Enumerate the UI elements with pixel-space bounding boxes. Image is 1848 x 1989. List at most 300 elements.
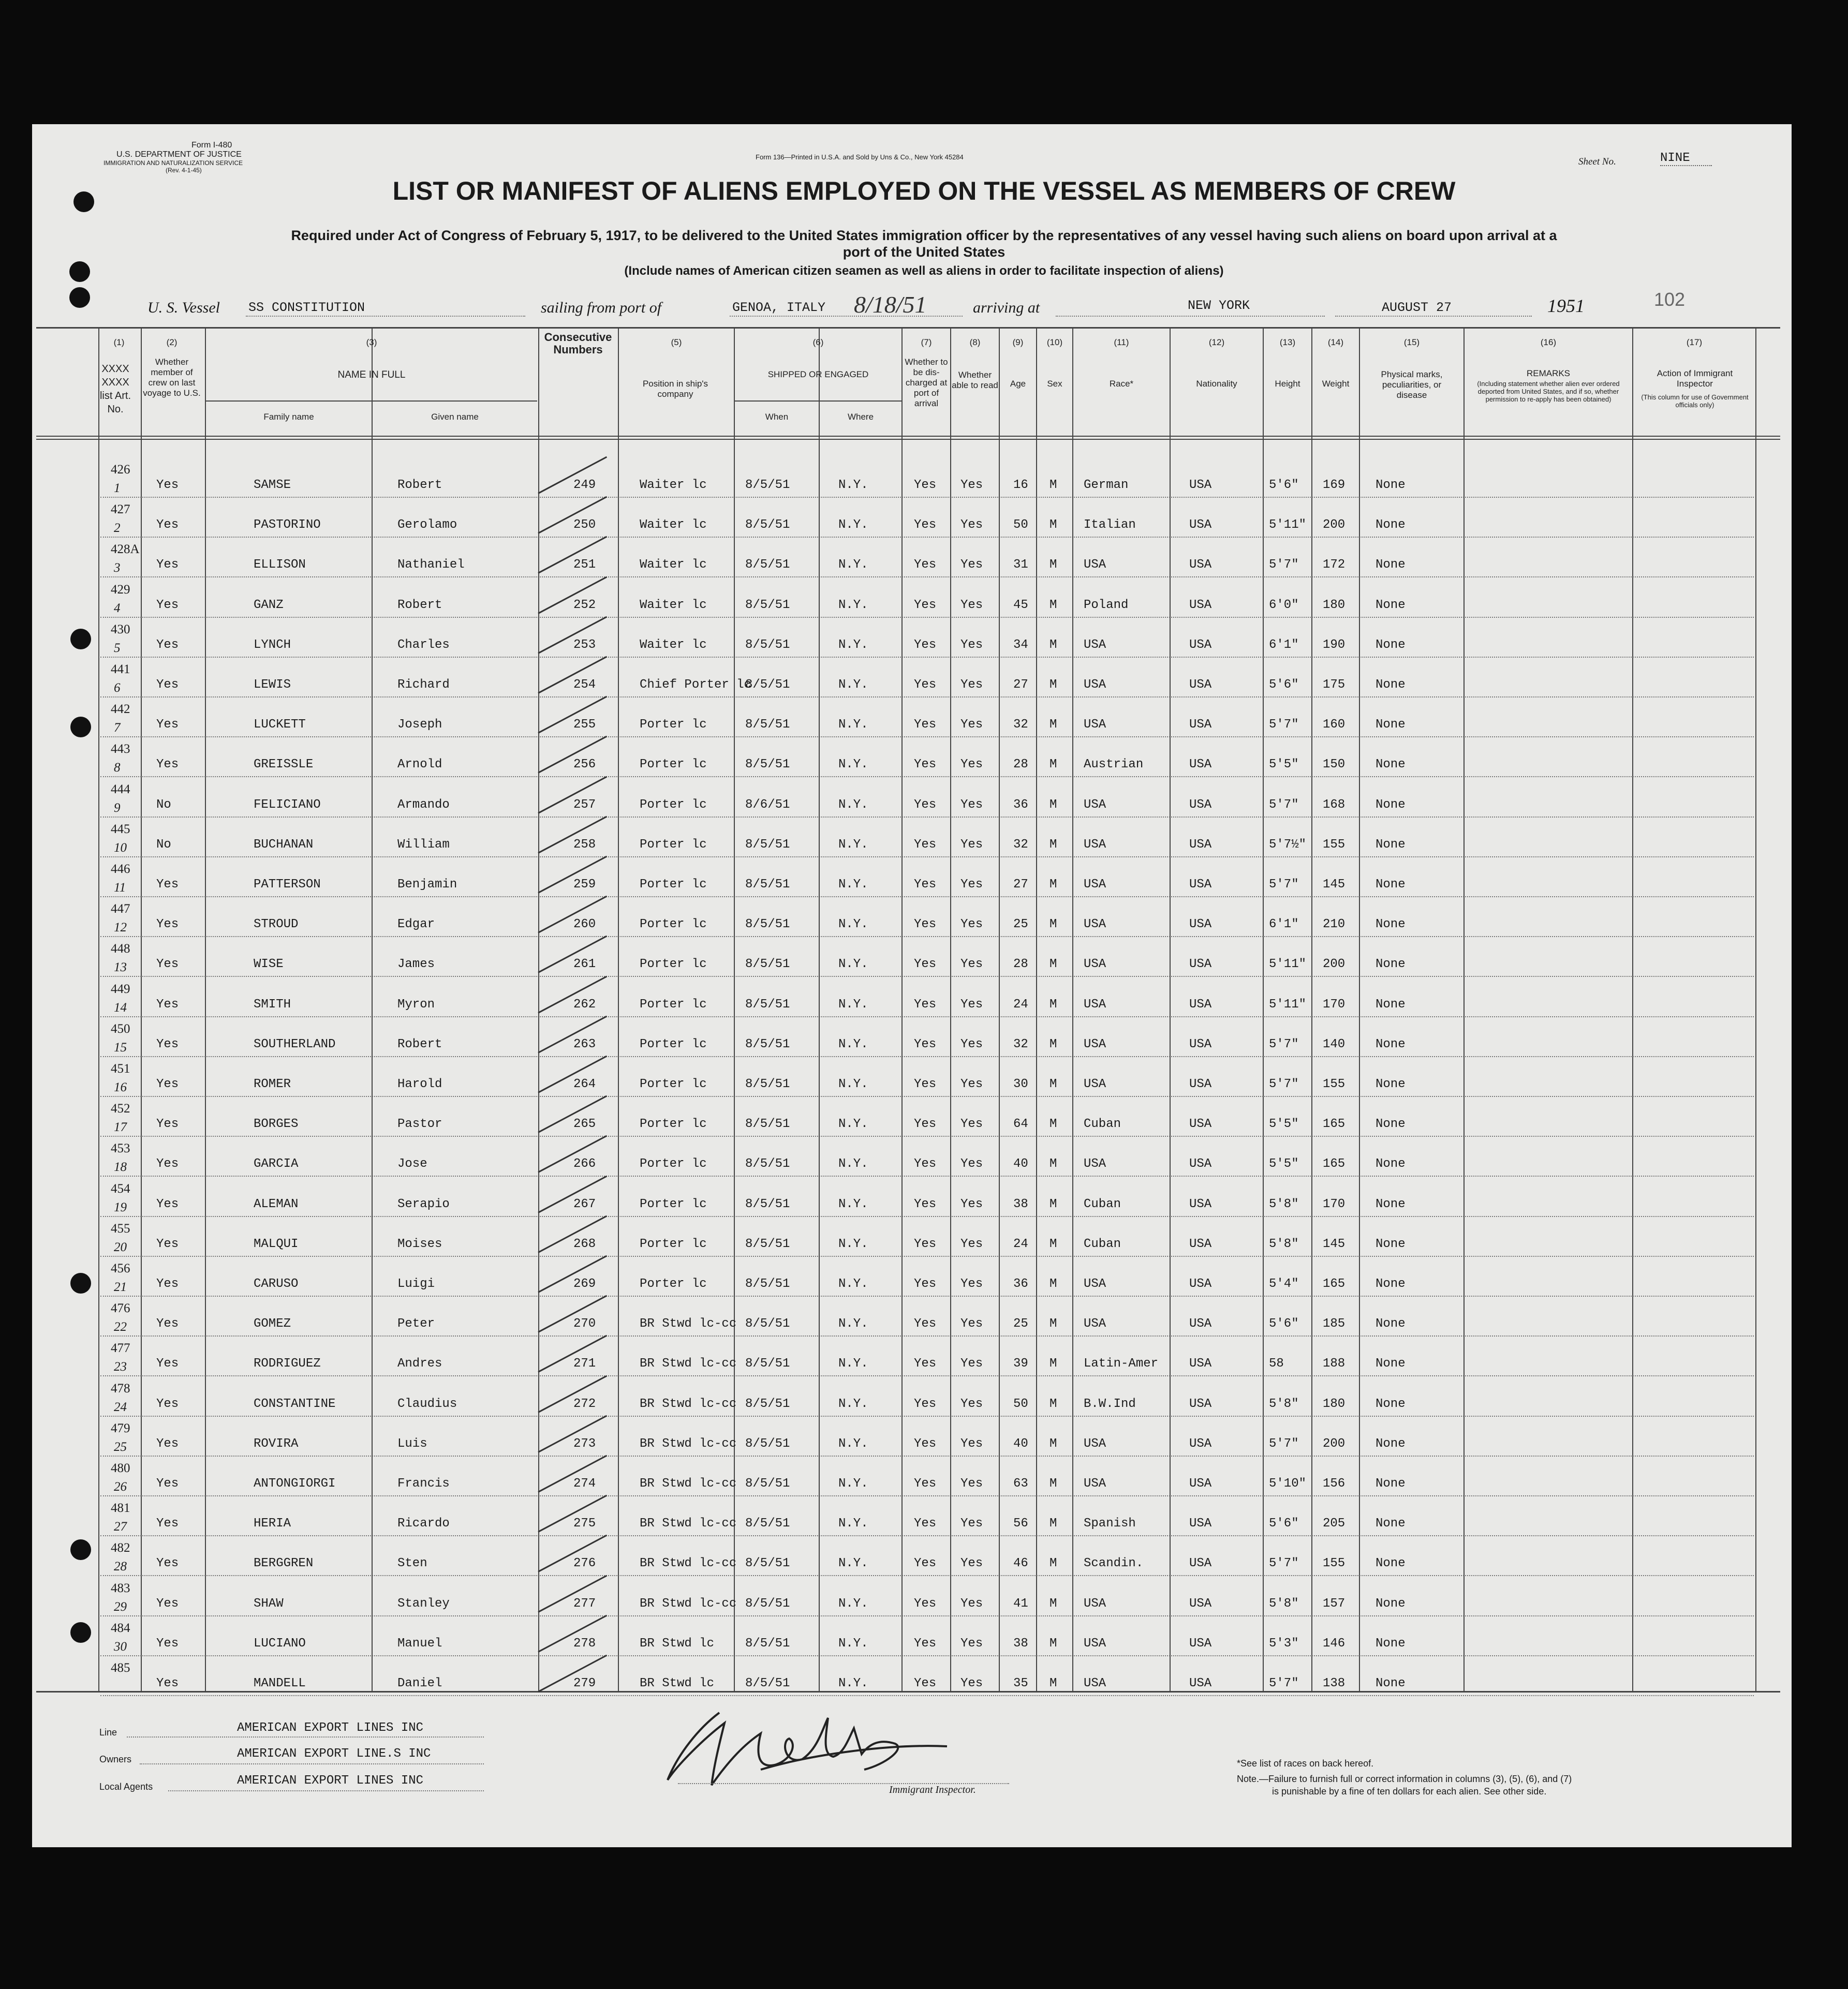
cell-given: Robert <box>397 1037 442 1051</box>
cell-read: Yes <box>960 997 983 1012</box>
row-dotted-line <box>100 696 1754 697</box>
col13-num: (13) <box>1279 337 1296 347</box>
cell-marks: None <box>1376 678 1406 692</box>
cell-position: BR Stwd lc-cc <box>640 1477 737 1491</box>
cell-age: 35 <box>1013 1676 1028 1690</box>
cell-sex: M <box>1049 718 1057 732</box>
cell-read: Yes <box>960 1197 983 1211</box>
row-dotted-line <box>100 1615 1754 1616</box>
col2-label: Whether member of crew on last voyage to U.S. <box>143 357 201 398</box>
article-number: 427 <box>111 502 130 517</box>
cell-disch: Yes <box>914 718 937 732</box>
note-line-2: is punishable by a fine of ten dollars for each alien. See other side. <box>1272 1786 1547 1797</box>
cell-marks: None <box>1376 1397 1406 1411</box>
cell-marks: None <box>1376 1077 1406 1091</box>
col14-num: (14) <box>1327 337 1344 347</box>
column-separator <box>1263 328 1264 1691</box>
cell-race: USA <box>1084 1277 1106 1291</box>
cell-position: BR Stwd lc-cc <box>640 1596 737 1611</box>
cell-age: 25 <box>1013 1317 1028 1331</box>
cell-position: Porter lc <box>640 837 707 852</box>
col4-label: Consecutive Numbers <box>544 331 612 356</box>
cell-weight: 210 <box>1323 917 1346 932</box>
cell-when: 8/5/51 <box>745 1237 790 1251</box>
cell-where: N.Y. <box>838 1037 868 1051</box>
cell-height: 5'7" <box>1269 1037 1299 1051</box>
cell-disch: Yes <box>914 1556 937 1571</box>
line-value: AMERICAN EXPORT LINES INC <box>237 1721 424 1735</box>
column-separator <box>141 328 142 1691</box>
cell-marks: None <box>1376 1037 1406 1051</box>
cell-sex: M <box>1049 797 1057 812</box>
cell-cons: 256 <box>573 758 596 772</box>
article-number: 451 <box>111 1062 130 1076</box>
cell-where: N.Y. <box>838 1077 868 1091</box>
cell-marks: None <box>1376 758 1406 772</box>
cell-cons: 260 <box>573 917 596 932</box>
cell-read: Yes <box>960 1077 983 1091</box>
sub-number: 20 <box>114 1240 127 1254</box>
cell-where: N.Y. <box>838 837 868 852</box>
cell-read: Yes <box>960 718 983 732</box>
cell-crew: Yes <box>156 1237 179 1251</box>
cell-read: Yes <box>960 1317 983 1331</box>
cell-disch: Yes <box>914 1517 937 1531</box>
article-number: 442 <box>111 702 130 717</box>
cell-read: Yes <box>960 1037 983 1051</box>
cell-age: 45 <box>1013 598 1028 612</box>
cell-weight: 155 <box>1323 1556 1346 1571</box>
col6-where: Where <box>847 412 874 422</box>
cell-weight: 180 <box>1323 1397 1346 1411</box>
cell-position: Porter lc <box>640 957 707 972</box>
cell-crew: Yes <box>156 957 179 972</box>
cell-disch: Yes <box>914 558 937 572</box>
cell-nat: USA <box>1189 1117 1212 1132</box>
header-bottom-border <box>36 436 1780 437</box>
subtitle-line-1: Required under Act of Congress of February 5, 1917, to be delivered to the United States immigration officer by the representatives of any vessel having such aliens on board upon arrival at a <box>291 228 1557 243</box>
cell-where: N.Y. <box>838 518 868 532</box>
article-number: 484 <box>111 1621 130 1635</box>
col11-num: (11) <box>1114 337 1129 347</box>
cell-family: CONSTANTINE <box>254 1397 336 1411</box>
cell-weight: 190 <box>1323 637 1346 652</box>
cell-weight: 180 <box>1323 598 1346 612</box>
cell-sex: M <box>1049 997 1057 1012</box>
cell-marks: None <box>1376 878 1406 892</box>
cell-height: 5'5" <box>1269 1117 1299 1132</box>
cell-nat: USA <box>1189 797 1212 812</box>
col10-num: (10) <box>1046 337 1063 347</box>
cell-height: 5'8" <box>1269 1397 1299 1411</box>
cell-height: 5'6" <box>1269 478 1299 492</box>
cell-nat: USA <box>1189 1357 1212 1371</box>
cell-family: ALEMAN <box>254 1197 299 1211</box>
sub-number: 10 <box>114 840 127 855</box>
cell-disch: Yes <box>914 1077 937 1091</box>
cell-marks: None <box>1376 797 1406 812</box>
cell-nat: USA <box>1189 1037 1212 1051</box>
cell-marks: None <box>1376 478 1406 492</box>
cell-disch: Yes <box>914 1436 937 1451</box>
cell-when: 8/5/51 <box>745 558 790 572</box>
cell-cons: 279 <box>573 1676 596 1690</box>
cell-given: Robert <box>397 598 442 612</box>
sub-number: 5 <box>114 641 121 655</box>
cell-crew: Yes <box>156 997 179 1012</box>
header-bottom-border-2 <box>36 439 1780 440</box>
cell-height: 5'7" <box>1269 558 1299 572</box>
cell-where: N.Y. <box>838 1517 868 1531</box>
col12-label: Nationality <box>1196 379 1237 389</box>
cell-given: Sten <box>397 1556 427 1571</box>
cell-read: Yes <box>960 878 983 892</box>
cell-family: CARUSO <box>254 1277 299 1291</box>
cell-read: Yes <box>960 637 983 652</box>
cell-cons: 265 <box>573 1117 596 1132</box>
cell-sex: M <box>1049 518 1057 532</box>
agents-label: Local Agents <box>99 1782 153 1792</box>
cell-crew: Yes <box>156 637 179 652</box>
column-separator <box>1036 328 1037 1691</box>
cell-height: 6'1" <box>1269 637 1299 652</box>
cell-read: Yes <box>960 1117 983 1132</box>
cell-crew: Yes <box>156 917 179 932</box>
cell-disch: Yes <box>914 1357 937 1371</box>
article-number: 429 <box>111 582 130 597</box>
sub-number: 23 <box>114 1360 127 1374</box>
cell-family: BORGES <box>254 1117 299 1132</box>
cell-given: Andres <box>397 1357 442 1371</box>
article-number: 454 <box>111 1181 130 1196</box>
cell-given: Luigi <box>397 1277 435 1291</box>
cell-marks: None <box>1376 837 1406 852</box>
article-number: 480 <box>111 1461 130 1475</box>
cell-race: USA <box>1084 878 1106 892</box>
cell-race: USA <box>1084 957 1106 972</box>
cell-given: Arnold <box>397 758 442 772</box>
cell-given: Charles <box>397 637 450 652</box>
sub-number: 9 <box>114 800 121 815</box>
cell-disch: Yes <box>914 1477 937 1491</box>
cell-where: N.Y. <box>838 678 868 692</box>
cell-sex: M <box>1049 1477 1057 1491</box>
cell-read: Yes <box>960 1237 983 1251</box>
cell-read: Yes <box>960 1277 983 1291</box>
cell-given: Pastor <box>397 1117 442 1132</box>
col9-num: (9) <box>1012 337 1024 347</box>
col11-label: Race* <box>1109 379 1134 389</box>
cell-marks: None <box>1376 637 1406 652</box>
shipped-subheader-line <box>735 400 901 402</box>
col1-num: (1) <box>113 337 125 347</box>
cell-age: 50 <box>1013 1397 1028 1411</box>
cell-race: USA <box>1084 637 1106 652</box>
punch-hole <box>70 629 91 649</box>
cell-weight: 185 <box>1323 1317 1346 1331</box>
cell-where: N.Y. <box>838 1397 868 1411</box>
cell-disch: Yes <box>914 1197 937 1211</box>
cell-age: 30 <box>1013 1077 1028 1091</box>
cell-nat: USA <box>1189 1436 1212 1451</box>
cell-when: 8/5/51 <box>745 1436 790 1451</box>
sub-number: 1 <box>114 481 121 495</box>
row-dotted-line <box>100 1535 1754 1536</box>
column-separator <box>1632 328 1633 1691</box>
inspector-label: Immigrant Inspector. <box>889 1784 976 1795</box>
cell-race: Latin-Amer <box>1084 1357 1159 1371</box>
punch-hole <box>70 1539 91 1560</box>
cell-height: 5'6" <box>1269 1517 1299 1531</box>
row-dotted-line <box>100 1495 1754 1496</box>
col16-num: (16) <box>1540 337 1557 347</box>
cell-nat: USA <box>1189 518 1212 532</box>
cell-where: N.Y. <box>838 1556 868 1571</box>
arrival-year: 1951 <box>1547 295 1585 316</box>
cell-given: Francis <box>397 1477 450 1491</box>
cell-marks: None <box>1376 718 1406 732</box>
cell-position: BR Stwd lc-cc <box>640 1436 737 1451</box>
cell-race: USA <box>1084 1037 1106 1051</box>
cell-age: 24 <box>1013 997 1028 1012</box>
cell-where: N.Y. <box>838 1197 868 1211</box>
column-separator <box>1170 328 1171 1691</box>
cell-marks: None <box>1376 1517 1406 1531</box>
cell-nat: USA <box>1189 1397 1212 1411</box>
article-number: 445 <box>111 822 130 836</box>
cell-where: N.Y. <box>838 637 868 652</box>
cell-disch: Yes <box>914 1117 937 1132</box>
cell-weight: 165 <box>1323 1277 1346 1291</box>
cell-read: Yes <box>960 1556 983 1571</box>
row-dotted-line <box>100 576 1754 577</box>
cell-nat: USA <box>1189 1237 1212 1251</box>
cell-position: Porter lc <box>640 758 707 772</box>
row-dotted-line <box>100 1655 1754 1656</box>
col16-label: REMARKS <box>1526 368 1571 378</box>
cell-family: BUCHANAN <box>254 837 314 852</box>
cell-marks: None <box>1376 1636 1406 1651</box>
article-number: 428A <box>111 542 140 557</box>
cell-weight: 169 <box>1323 478 1346 492</box>
col3-num: (3) <box>366 337 377 347</box>
cell-family: LUCKETT <box>254 718 306 732</box>
cell-age: 28 <box>1013 758 1028 772</box>
cell-disch: Yes <box>914 1157 937 1171</box>
row-dotted-line <box>100 657 1754 658</box>
cell-sex: M <box>1049 1117 1057 1132</box>
cell-crew: Yes <box>156 558 179 572</box>
cell-weight: 146 <box>1323 1636 1346 1651</box>
cell-height: 5'5" <box>1269 1157 1299 1171</box>
cell-age: 41 <box>1013 1596 1028 1611</box>
cell-where: N.Y. <box>838 718 868 732</box>
cell-race: USA <box>1084 1157 1106 1171</box>
cell-cons: 249 <box>573 478 596 492</box>
cell-height: 5'11" <box>1269 518 1307 532</box>
cell-sex: M <box>1049 1556 1057 1571</box>
owners-underline <box>140 1763 484 1764</box>
cell-race: USA <box>1084 678 1106 692</box>
cell-height: 5'7" <box>1269 1077 1299 1091</box>
cell-race: USA <box>1084 1636 1106 1651</box>
cell-disch: Yes <box>914 1277 937 1291</box>
sub-number: 28 <box>114 1560 127 1574</box>
col3-label: NAME IN FULL <box>337 369 406 380</box>
col5-num: (5) <box>671 337 682 347</box>
vessel-underline <box>246 316 525 317</box>
sub-number: 2 <box>114 521 121 536</box>
cell-family: ANTONGIORGI <box>254 1477 336 1491</box>
cell-age: 32 <box>1013 718 1028 732</box>
cell-where: N.Y. <box>838 1117 868 1132</box>
cell-when: 8/5/51 <box>745 917 790 932</box>
cell-where: N.Y. <box>838 1357 868 1371</box>
cell-race: Austrian <box>1084 758 1144 772</box>
cell-where: N.Y. <box>838 957 868 972</box>
cell-when: 8/5/51 <box>745 957 790 972</box>
column-separator <box>618 328 619 1691</box>
sub-number: 27 <box>114 1520 127 1534</box>
cell-weight: 157 <box>1323 1596 1346 1611</box>
punch-hole <box>69 287 90 308</box>
cell-where: N.Y. <box>838 598 868 612</box>
cell-sex: M <box>1049 1436 1057 1451</box>
cell-where: N.Y. <box>838 1157 868 1171</box>
cell-sex: M <box>1049 637 1057 652</box>
cell-family: MALQUI <box>254 1237 299 1251</box>
sub-number: 3 <box>114 561 121 575</box>
cell-read: Yes <box>960 598 983 612</box>
cell-age: 39 <box>1013 1357 1028 1371</box>
article-number: 483 <box>111 1581 130 1595</box>
cell-height: 5'8" <box>1269 1237 1299 1251</box>
cell-family: STROUD <box>254 917 299 932</box>
col12-num: (12) <box>1208 337 1225 347</box>
cell-family: GREISSLE <box>254 758 314 772</box>
cell-height: 5'8" <box>1269 1197 1299 1211</box>
cell-given: Myron <box>397 997 435 1012</box>
column-separator <box>999 328 1000 1691</box>
cell-cons: 262 <box>573 997 596 1012</box>
cell-crew: Yes <box>156 1157 179 1171</box>
sub-number: 17 <box>114 1120 127 1135</box>
cell-when: 8/5/51 <box>745 1477 790 1491</box>
cell-cons: 271 <box>573 1357 596 1371</box>
cell-nat: USA <box>1189 758 1212 772</box>
cell-given: Robert <box>397 478 442 492</box>
cell-sex: M <box>1049 1397 1057 1411</box>
cell-given: Nathaniel <box>397 558 465 572</box>
cell-where: N.Y. <box>838 797 868 812</box>
cell-disch: Yes <box>914 678 937 692</box>
cell-nat: USA <box>1189 837 1212 852</box>
cell-age: 63 <box>1013 1477 1028 1491</box>
punch-hole <box>70 1622 91 1643</box>
cell-given: Harold <box>397 1077 442 1091</box>
cell-sex: M <box>1049 1197 1057 1211</box>
cell-where: N.Y. <box>838 478 868 492</box>
row-dotted-line <box>100 1335 1754 1337</box>
cell-weight: 165 <box>1323 1117 1346 1132</box>
cell-family: LYNCH <box>254 637 291 652</box>
cell-cons: 274 <box>573 1477 596 1491</box>
cell-position: Waiter lc <box>640 518 707 532</box>
cell-cons: 264 <box>573 1077 596 1091</box>
cell-race: USA <box>1084 1477 1106 1491</box>
cell-position: Porter lc <box>640 797 707 812</box>
cell-marks: None <box>1376 1676 1406 1690</box>
cell-crew: Yes <box>156 1037 179 1051</box>
column-separator <box>819 328 820 1691</box>
cell-disch: Yes <box>914 1037 937 1051</box>
table-top-border <box>36 327 1780 329</box>
cell-nat: USA <box>1189 957 1212 972</box>
cell-height: 6'0" <box>1269 598 1299 612</box>
cell-sex: M <box>1049 878 1057 892</box>
cell-height: 5'6" <box>1269 678 1299 692</box>
row-dotted-line <box>100 856 1754 857</box>
agents-value: AMERICAN EXPORT LINES INC <box>237 1774 424 1788</box>
line-underline <box>127 1736 484 1738</box>
cell-family: GOMEZ <box>254 1317 291 1331</box>
cell-position: Porter lc <box>640 1237 707 1251</box>
sub-number: 6 <box>114 681 121 695</box>
cell-when: 8/5/51 <box>745 598 790 612</box>
cell-when: 8/5/51 <box>745 518 790 532</box>
cell-crew: Yes <box>156 478 179 492</box>
cell-crew: Yes <box>156 518 179 532</box>
cell-age: 56 <box>1013 1517 1028 1531</box>
arrival-port: NEW YORK <box>1188 298 1250 313</box>
page-stamp: 102 <box>1654 289 1686 310</box>
cell-weight: 155 <box>1323 837 1346 852</box>
cell-given: Claudius <box>397 1397 457 1411</box>
cell-where: N.Y. <box>838 558 868 572</box>
article-number: 481 <box>111 1501 130 1516</box>
cell-race: USA <box>1084 558 1106 572</box>
cell-when: 8/5/51 <box>745 1636 790 1651</box>
cell-given: Luis <box>397 1436 427 1451</box>
col16-sub: (Including statement whether alien ever ordered deported from United States, and if so, whether permission to re-apply has been obtained) <box>1477 380 1620 403</box>
cell-race: USA <box>1084 837 1106 852</box>
cell-height: 5'10" <box>1269 1477 1307 1491</box>
cell-weight: 200 <box>1323 518 1346 532</box>
cell-sex: M <box>1049 1157 1057 1171</box>
cell-weight: 145 <box>1323 1237 1346 1251</box>
cell-marks: None <box>1376 1277 1406 1291</box>
cell-age: 31 <box>1013 558 1028 572</box>
cell-marks: None <box>1376 917 1406 932</box>
cell-marks: None <box>1376 957 1406 972</box>
cell-sex: M <box>1049 1636 1057 1651</box>
article-number: 443 <box>111 742 130 756</box>
cell-disch: Yes <box>914 797 937 812</box>
cell-position: BR Stwd lc <box>640 1636 715 1651</box>
cell-position: BR Stwd lc <box>640 1676 715 1690</box>
cell-crew: Yes <box>156 1556 179 1571</box>
cell-race: German <box>1084 478 1129 492</box>
cell-position: BR Stwd lc-cc <box>640 1357 737 1371</box>
sub-number: 15 <box>114 1040 127 1055</box>
cell-where: N.Y. <box>838 1237 868 1251</box>
cell-family: SHAW <box>254 1596 284 1611</box>
cell-cons: 272 <box>573 1397 596 1411</box>
cell-family: ROMER <box>254 1077 291 1091</box>
cell-age: 34 <box>1013 637 1028 652</box>
cell-where: N.Y. <box>838 1596 868 1611</box>
sub-number: 24 <box>114 1400 127 1414</box>
